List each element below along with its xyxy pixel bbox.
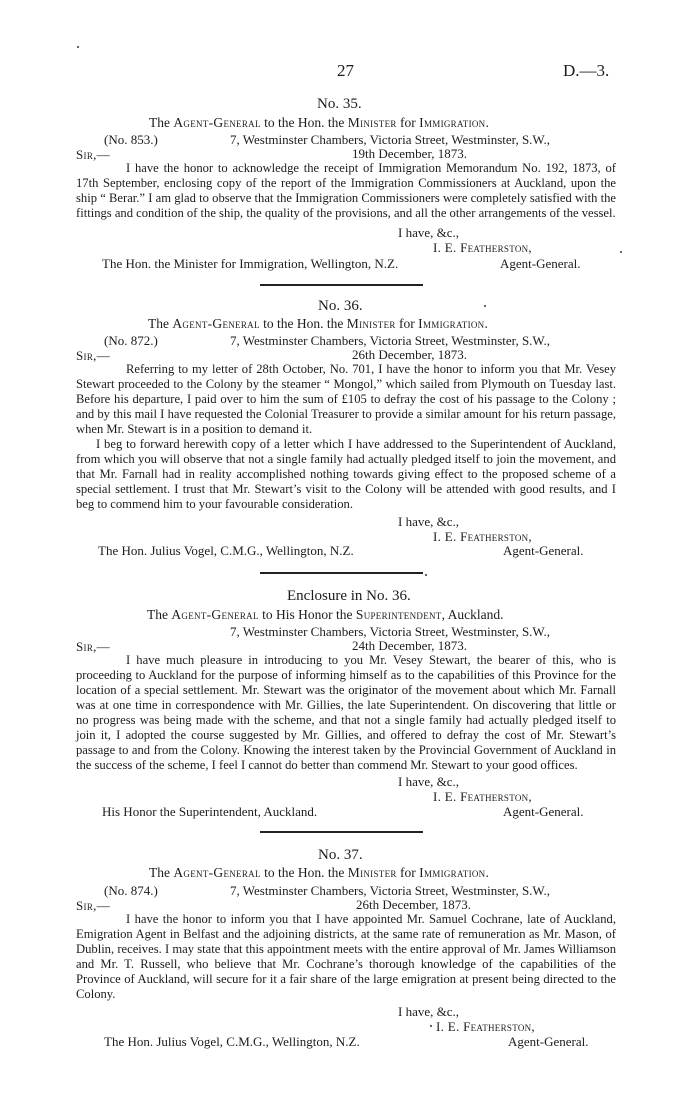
salutation: Sir,— xyxy=(76,639,110,654)
salutation: Sir,— xyxy=(76,348,110,363)
signatory: I. E. Featherston, xyxy=(436,1019,535,1034)
signatory: I. E. Featherston, xyxy=(433,529,532,544)
reference-number: (No. 853.) xyxy=(104,132,158,147)
section-number: No. 36. xyxy=(318,298,363,314)
sender-address: 7, Westminster Chambers, Victoria Street, Westminster, S.W., xyxy=(230,333,551,348)
reference-number: (No. 874.) xyxy=(104,883,158,898)
paragraph: I beg to forward herewith copy of a letter which I have addressed to the Superintendent of Auckland, from which you will observe that not a single family had actually pledged itself to join the movement, and that Mr. Farnall had in reality accomplished nothing towards giving effect to the proposed scheme of a special settlement. I trust that Mr. Stewart’s visit to the Colony will be attended with good results, and I beg to commend him to your favourable consideration. xyxy=(76,437,616,511)
print-speck xyxy=(620,251,622,253)
section-divider xyxy=(260,284,423,286)
paragraph: Referring to my letter of 28th October, No. 701, I have the honor to inform you that Mr. Vesey Stewart proceeded to the Colony by the steamer “ Mongol,” which sailed from Plymouth on Tuesday last. Before his departure, I paid over to him the sum of £105 to defray the cost of his passage to the Colony ; and by this mail I have requested the Colonial Treasurer to provide a similar amount for his return passage, when Mr. Stewart is in a position to demand it. xyxy=(76,362,616,436)
paragraph: I have the honor to inform you that I have appointed Mr. Samuel Cochrane, late of Auckland, Emigration Agent in Belfast and the adjoining districts, at the same rate of remuneration as Mr. Mason, of Dublin, receives. I may state that this appointment meets with the entire approval of Mr. James Williamson and Mr. T. Russell, who believe that Mr. Cochrane’s thorough knowledge of the capabilities of the Province of Auckland, will secure for it a fair share of the large emigration at present being directed to the Colony. xyxy=(76,912,616,1001)
reference-number: (No. 872.) xyxy=(104,333,158,348)
section-number: No. 37. xyxy=(318,847,363,863)
section-title: The Agent-General to His Honor the Superintendent, Auckland. xyxy=(147,607,504,622)
paragraph: I have the honor to acknowledge the receipt of Immigration Memorandum No. 192, 1873, of 17th September, enclosing copy of the report of the Immigration Commissioners at Auckland, upon the ship “ Berar.” I am glad to observe that the Immigration Commissioners were completely satisfied with the fittings and condition of the ship, the quality of the provisions, and all the other arrangements of the vessel. xyxy=(76,161,616,220)
print-speck xyxy=(425,574,427,576)
section-title: The Agent-General to the Hon. the Minister for Immigration. xyxy=(148,316,488,331)
letter-date: 19th December, 1873. xyxy=(352,146,468,161)
letter-body xyxy=(76,362,616,512)
closing: I have, &c., xyxy=(398,514,460,529)
letter-body xyxy=(76,653,616,773)
addressee: The Hon. Julius Vogel, C.M.G., Wellington, N.Z. xyxy=(104,1034,360,1049)
signatory: I. E. Featherston, xyxy=(433,240,532,255)
print-speck xyxy=(484,305,486,307)
addressee: The Hon. the Minister for Immigration, Wellington, N.Z. xyxy=(102,256,399,271)
letter-date: 26th December, 1873. xyxy=(352,347,468,362)
print-speck xyxy=(430,1025,432,1027)
section-number: Enclosure in No. 36. xyxy=(287,588,411,604)
print-speck xyxy=(77,46,79,48)
section-number: No. 35. xyxy=(317,96,362,112)
section-divider xyxy=(260,831,423,833)
signatory-title: Agent-General. xyxy=(503,804,584,819)
document-reference: D.—3. xyxy=(563,61,610,80)
section-divider xyxy=(260,572,423,574)
section-title: The Agent-General to the Hon. the Minister for Immigration. xyxy=(149,865,489,880)
signatory-title: Agent-General. xyxy=(503,543,584,558)
letter-date: 26th December, 1873. xyxy=(356,897,472,912)
signatory-title: Agent-General. xyxy=(500,256,581,271)
page-number: 27 xyxy=(337,61,354,80)
paragraph: I have much pleasure in introducing to you Mr. Vesey Stewart, the bearer of this, who is proceeding to Auckland for the purpose of informing himself as to the capabilities of this Province for the location of a special settlement. Mr. Stewart was the originator of the movement about which Mr. Farnall was at one time in correspondence with Mr. Gillies, the late Superintendent. On discovering that little or no progress was being made with the scheme, and that not a single family had actually pledged itself to join it, I adopted the course suggested by Mr. Gillies, and offered to defray the cost of Mr. Stewart’s passage to and from the Colony. Knowing the interest taken by the Provincial Government of Auckland in the success of the scheme, I feel I cannot do better than commend Mr. Stewart to your good offices. xyxy=(76,653,616,772)
letter-date: 24th December, 1873. xyxy=(352,638,468,653)
closing: I have, &c., xyxy=(398,1004,460,1019)
salutation: Sir,— xyxy=(76,147,110,162)
addressee: His Honor the Superintendent, Auckland. xyxy=(102,804,318,819)
closing: I have, &c., xyxy=(398,774,460,789)
salutation: Sir,— xyxy=(76,898,110,913)
closing: I have, &c., xyxy=(398,225,460,240)
sender-address: 7, Westminster Chambers, Victoria Street, Westminster, S.W., xyxy=(230,624,551,639)
sender-address: 7, Westminster Chambers, Victoria Street, Westminster, S.W., xyxy=(230,883,551,898)
signatory-title: Agent-General. xyxy=(508,1034,589,1049)
section-title: The Agent-General to the Hon. the Minister for Immigration. xyxy=(149,115,489,130)
letter-body xyxy=(76,912,616,1002)
signatory: I. E. Featherston, xyxy=(433,789,532,804)
addressee: The Hon. Julius Vogel, C.M.G., Wellington, N.Z. xyxy=(98,543,354,558)
sender-address: 7, Westminster Chambers, Victoria Street, Westminster, S.W., xyxy=(230,132,551,147)
letter-body xyxy=(76,161,616,221)
